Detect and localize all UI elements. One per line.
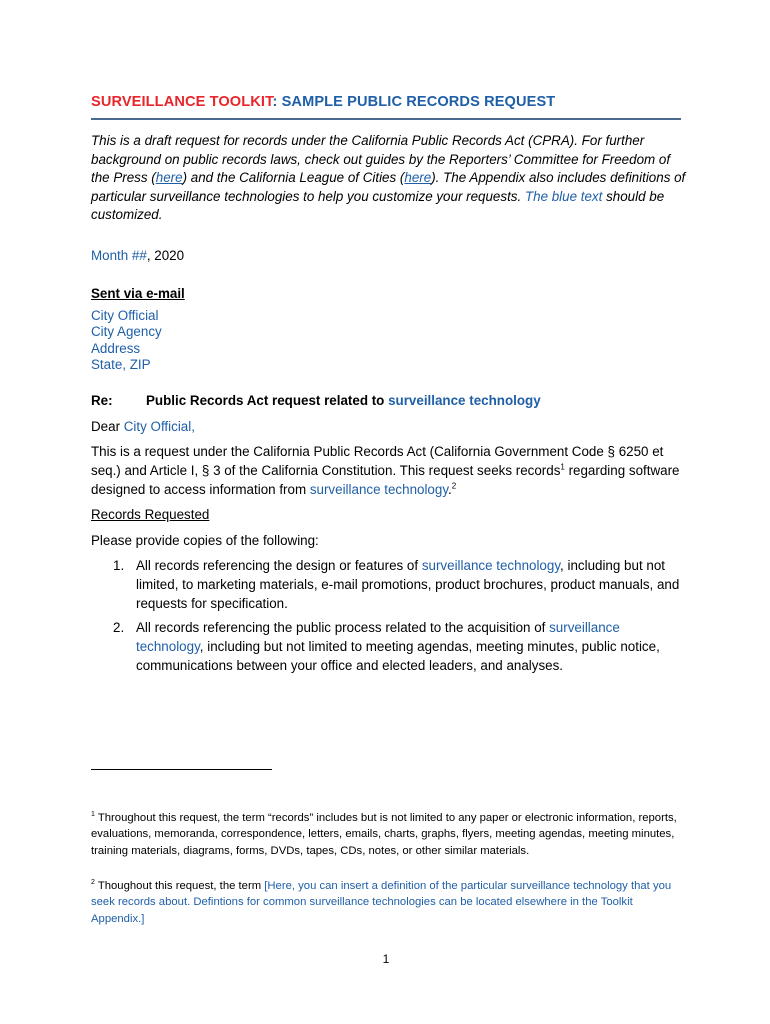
title-divider (91, 118, 681, 120)
address-line-official: City Official (91, 308, 159, 323)
list-item-number: 2. (113, 620, 125, 636)
footnote-1 (91, 810, 681, 859)
title-colon: : (272, 94, 278, 110)
league-of-cities-link[interactable]: here (404, 170, 432, 186)
intro-blue-text: The blue text (524, 188, 603, 204)
salutation-name: City Official, (123, 419, 195, 434)
footnote-definition-placeholder: [Here, you can insert a definition of the particular surveillance technology that you seek records about. Defintions for common surveillance technologies can be located elsewhere in the Toolkit Appendix.] (91, 880, 672, 925)
address-line-street: Address (91, 340, 141, 356)
body-text-2: regarding software designed to access information from (91, 463, 680, 497)
provide-copies-text: Please provide copies of the following: (91, 533, 319, 548)
footnote-text: Throughout this request, the term “records” includes but is not limited to any paper or electronic information, reports, evaluations, memoranda, correspondence, letters, emails, charts, graphs, flyers, meeting agendas, meeting minutes, training materials, diagrams, forms, DVDs, tapes, CDs, notes, or other similar materials. (91, 812, 677, 857)
salutation (91, 419, 195, 435)
request-list (91, 557, 687, 676)
list-item (91, 619, 687, 675)
title-toolkit: SURVEILLANCE TOOLKIT (91, 94, 273, 110)
date-year: , 2020 (146, 248, 185, 263)
list-item-text: , including but not limited to meeting agendas, meeting minutes, public notice, communications between your office and elected leaders, and analyses. (136, 639, 660, 673)
page-title (91, 94, 555, 110)
footnote-2 (91, 878, 681, 927)
intro-text-4: should be customized. (91, 188, 665, 223)
re-label: Re: (91, 393, 113, 408)
body-paragraph (91, 442, 687, 499)
re-topic: surveillance technology (388, 393, 541, 408)
footnote-number: 1 (91, 811, 95, 819)
list-item-text: All records referencing the design or features of (136, 558, 422, 573)
list-item-text: All records referencing the public process related to the acquisition of (136, 620, 550, 636)
intro-text-1: This is a draft request for records under the California Public Records Act (CPRA). For further background on public records laws, check out guides by the Reporters’ Committee for Freedom of the Press ( (91, 133, 671, 186)
list-item-number: 1. (113, 558, 125, 573)
footnote-ref-2[interactable]: 2 (451, 481, 457, 491)
re-text: Public Records Act request related to (146, 393, 389, 408)
title-request: SAMPLE PUBLIC RECORDS REQUEST (277, 94, 556, 110)
list-item-text: , including but not limited, to marketing materials, e-mail promotions, product brochures, product manuals, and requests for specification. (136, 558, 680, 611)
footnote-divider (91, 769, 272, 770)
intro-text-2: ) and the California League of Cities ( (182, 170, 405, 186)
reporters-committee-link[interactable]: here (155, 170, 183, 186)
letter-date (91, 248, 184, 264)
intro-paragraph (91, 132, 687, 225)
recipient-address (91, 308, 162, 374)
list-item-tech: surveillance technology (421, 558, 561, 573)
list-item-tech: surveillance technology (136, 620, 620, 655)
body-text-3: . (448, 482, 452, 497)
records-requested-heading: Records Requested (91, 507, 210, 522)
address-line-state-zip: State, ZIP (91, 357, 151, 373)
page-number: 1 (382, 952, 390, 966)
date-placeholder: Month ## (91, 248, 147, 263)
footnote-text: Thoughout this request, the term (94, 880, 265, 892)
sent-via-heading: Sent via e-mail (91, 286, 185, 301)
body-tech: surveillance technology (309, 482, 449, 497)
re-line (91, 393, 541, 409)
list-item (91, 557, 687, 613)
footnote-number: 2 (91, 879, 95, 887)
salutation-text: Dear (91, 419, 124, 434)
intro-text-3: ). The Appendix also includes definitions of particular surveillance technologies to help you customize your requests. (91, 170, 686, 204)
address-line-agency: City Agency (91, 324, 162, 340)
footnote-ref-1[interactable]: 1 (560, 462, 565, 472)
body-text-1: This is a request under the California Public Records Act (California Government Code § 6250 et seq.) and Article I, § 3 of the California Constitution. This request seeks records (91, 444, 664, 478)
